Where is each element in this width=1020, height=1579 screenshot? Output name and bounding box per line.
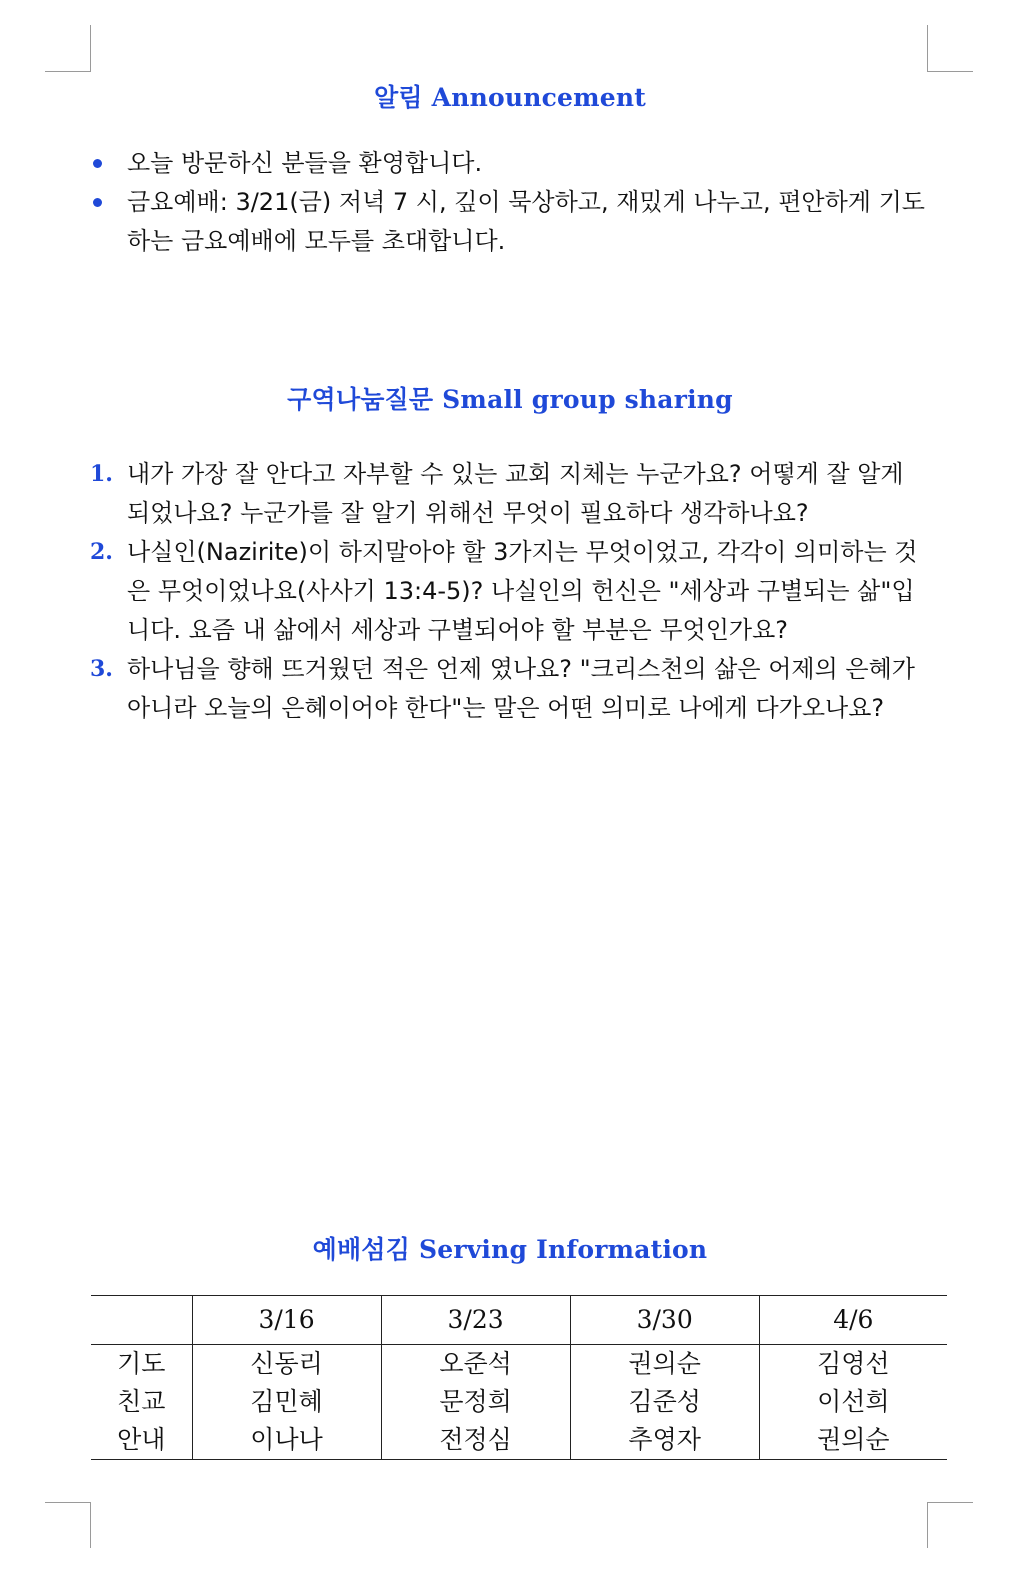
sharing-question (90, 455, 930, 533)
announcement-item (90, 183, 930, 261)
announcement-item (90, 144, 930, 183)
name-cell: 신동리 (192, 1345, 381, 1384)
table-row (91, 1345, 947, 1384)
crop-mark-top-left-v (90, 25, 91, 71)
announcement-item-text: 오늘 방문하신 분들을 환영합니다. (127, 149, 483, 177)
sharing-question (90, 650, 930, 728)
bullet-icon (93, 159, 102, 168)
role-cell: 안내 (117, 1425, 166, 1454)
serving-title: 예배섬김 Serving Information (312, 1235, 708, 1264)
crop-mark-bottom-left-h (45, 1502, 91, 1503)
name-cell: 김민혜 (192, 1383, 381, 1421)
table-row (91, 1383, 947, 1421)
role-cell: 기도 (117, 1349, 166, 1378)
serving-table (91, 1295, 947, 1460)
name-cell: 권의순 (759, 1421, 947, 1460)
question-number: 1. (90, 461, 113, 487)
name-cell: 김영선 (759, 1345, 947, 1384)
crop-mark-top-right-h (927, 71, 973, 72)
name-cell: 추영자 (570, 1421, 759, 1460)
name-cell: 이선희 (759, 1383, 947, 1421)
crop-mark-top-left-h (45, 71, 91, 72)
crop-mark-bottom-right-v (927, 1502, 928, 1548)
question-text: 나실인(Nazirite)이 하지말아야 할 3가지는 무엇이었고, 각각이 의미하는 것은 무엇이었나요(사사기 13:4-5)? 나실인의 헌신은 "세상과 구별되는 삶"입니다. 요즘 내 삶에서 세상과 구별되어야 할 부분은 무엇인가요? (127, 538, 918, 644)
crop-mark-bottom-right-h (927, 1502, 973, 1503)
announcement-item-text: 금요예배: 3/21(금) 저녁 7 시, 깊이 묵상하고, 재밌게 나누고, 편안하게 기도하는 금요예배에 모두를 초대합니다. (127, 188, 925, 255)
date-header: 3/23 (381, 1296, 570, 1345)
name-cell: 오준석 (381, 1345, 570, 1384)
serving-header-row (91, 1296, 947, 1345)
question-text: 내가 가장 잘 안다고 자부할 수 있는 교회 지체는 누군가요? 어떻게 잘 알게 되었나요? 누군가를 잘 알기 위해선 무엇이 필요하다 생각하나요? (127, 460, 904, 527)
question-text: 하나님을 향해 뜨거웠던 적은 언제 였나요? "크리스천의 삶은 어제의 은혜가 아니라 오늘의 은혜이어야 한다"는 말은 어떤 의미로 나에게 다가오나요? (127, 655, 915, 722)
date-header: 4/6 (759, 1296, 947, 1345)
question-number: 2. (90, 539, 113, 565)
announcement-list (90, 144, 930, 261)
sharing-question (90, 533, 930, 650)
question-number: 3. (90, 656, 113, 682)
announcement-title: 알림 Announcement (374, 83, 646, 112)
bullet-icon (93, 198, 102, 207)
role-header-cell (91, 1296, 192, 1345)
date-header: 3/16 (192, 1296, 381, 1345)
crop-mark-bottom-left-v (90, 1502, 91, 1548)
name-cell: 이나나 (192, 1421, 381, 1460)
table-row (91, 1421, 947, 1460)
crop-mark-top-right-v (927, 25, 928, 71)
name-cell: 김준성 (570, 1383, 759, 1421)
date-header: 3/30 (570, 1296, 759, 1345)
sharing-question-list (90, 455, 930, 728)
role-cell: 친교 (117, 1387, 166, 1416)
name-cell: 전정심 (381, 1421, 570, 1460)
sharing-title: 구역나눔질문 Small group sharing (287, 385, 733, 414)
name-cell: 문정희 (381, 1383, 570, 1421)
name-cell: 권의순 (570, 1345, 759, 1384)
